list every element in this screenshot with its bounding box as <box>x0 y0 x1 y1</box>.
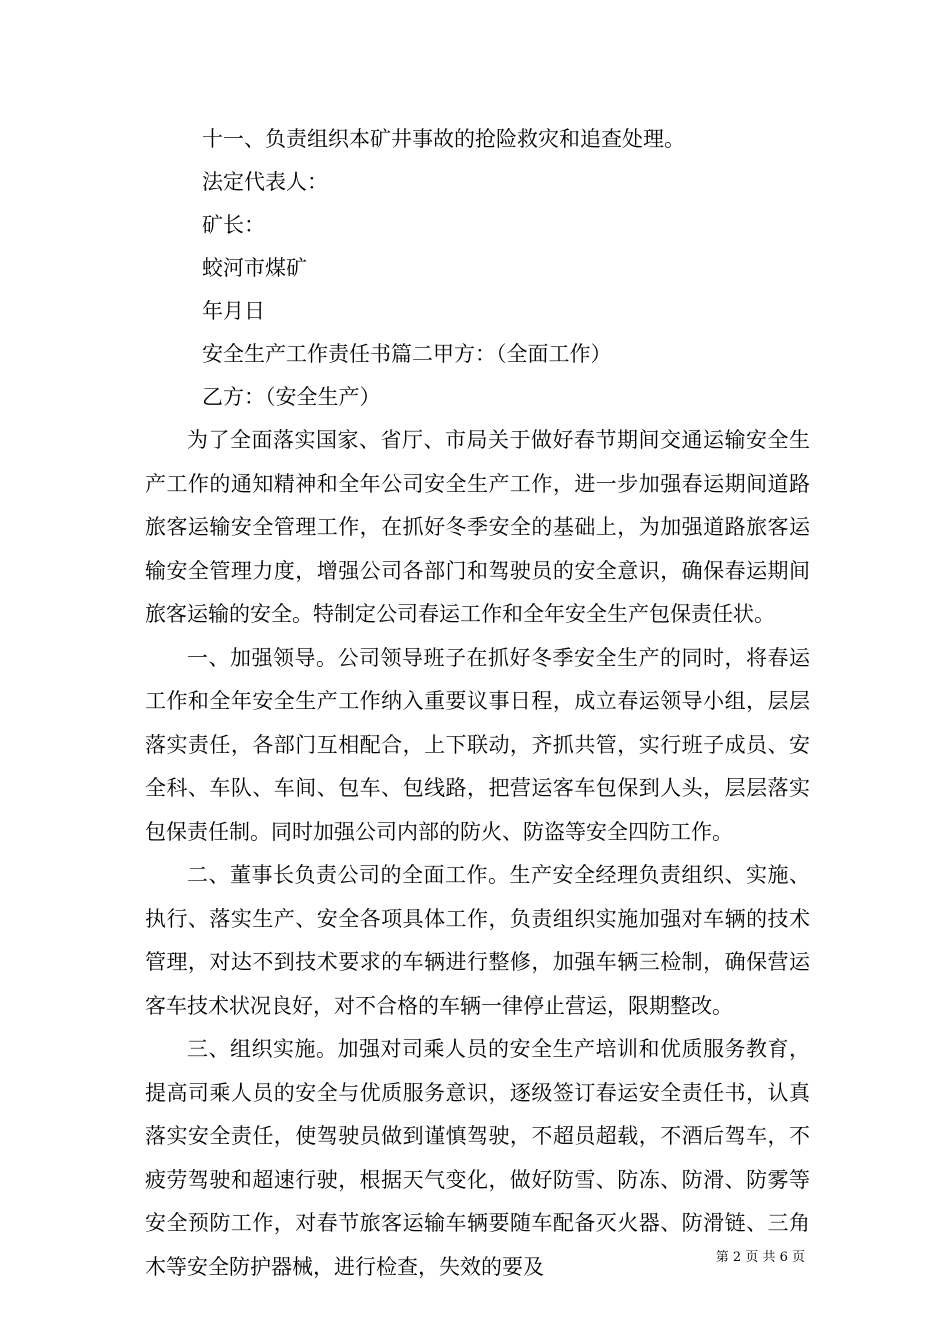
document-body <box>145 118 810 1289</box>
paragraph-intro: 为了全面落实国家、省厅、市局关于做好春节期间交通运输安全生产工作的通知精神和全年公司安全生产工作，进一步加强春运期间道路旅客运输安全管理工作，在抓好冬季安全的基础上，为加强道路旅客运输安全管理力度，增强公司各部门和驾驶员的安全意识，确保春运期间旅客运输的安全。特制定公司春运工作和全年安全生产包保责任状。 <box>145 428 810 626</box>
text-line-party-a: 安全生产工作责任书篇二甲方：（全面工作） <box>202 342 612 366</box>
text-line-mine-director: 矿长： <box>202 213 265 237</box>
text-line-date: 年月日 <box>202 299 265 323</box>
text-line-organization: 蛟河市煤矿 <box>202 256 307 280</box>
paragraph-section-two: 二、董事长负责公司的全面工作。生产安全经理负责组织、实施、执行、落实生产、安全各项具体工作，负责组织实施加强对车辆的技术管理，对达不到技术要求的车辆进行整修，加强车辆三检制，确保营运客车技术状况良好，对不合格的车辆一律停止营运，限期整改。 <box>145 863 810 1018</box>
page-number-footer: 第 2 页 共 6 页 <box>715 1250 805 1265</box>
text-line-party-b: 乙方：（安全生产） <box>202 385 381 409</box>
text-line-clause-eleven: 十一、负责组织本矿井事故的抢险救灾和追查处理。 <box>202 127 685 151</box>
paragraph-section-one: 一、加强领导。公司领导班子在抓好冬季安全生产的同时，将春运工作和全年安全生产工作纳入重要议事日程，成立春运领导小组，层层落实责任，各部门互相配合，上下联动，齐抓共管，实行班子成员、安全科、车队、车间、包车、包线路，把营运客车包保到人头，层层落实包保责任制。同时加强公司内部的防火、防盗等安全四防工作。 <box>145 645 810 844</box>
text-line-legal-representative: 法定代表人： <box>202 170 328 194</box>
paragraph-section-three: 三、组织实施。加强对司乘人员的安全生产培训和优质服务教育，提高司乘人员的安全与优质服务意识，逐级签订春运安全责任书，认真落实安全责任，使驾驶员做到谨慎驾驶，不超员超载，不酒后驾车，不疲劳驾驶和超速行驶，根据天气变化，做好防雪、防冻、防滑、防雾等安全预防工作，对春节旅客运输车辆要随车配备灭火器、防滑链、三角木等安全防护器械，进行检查，失效的要及 <box>145 1037 810 1279</box>
